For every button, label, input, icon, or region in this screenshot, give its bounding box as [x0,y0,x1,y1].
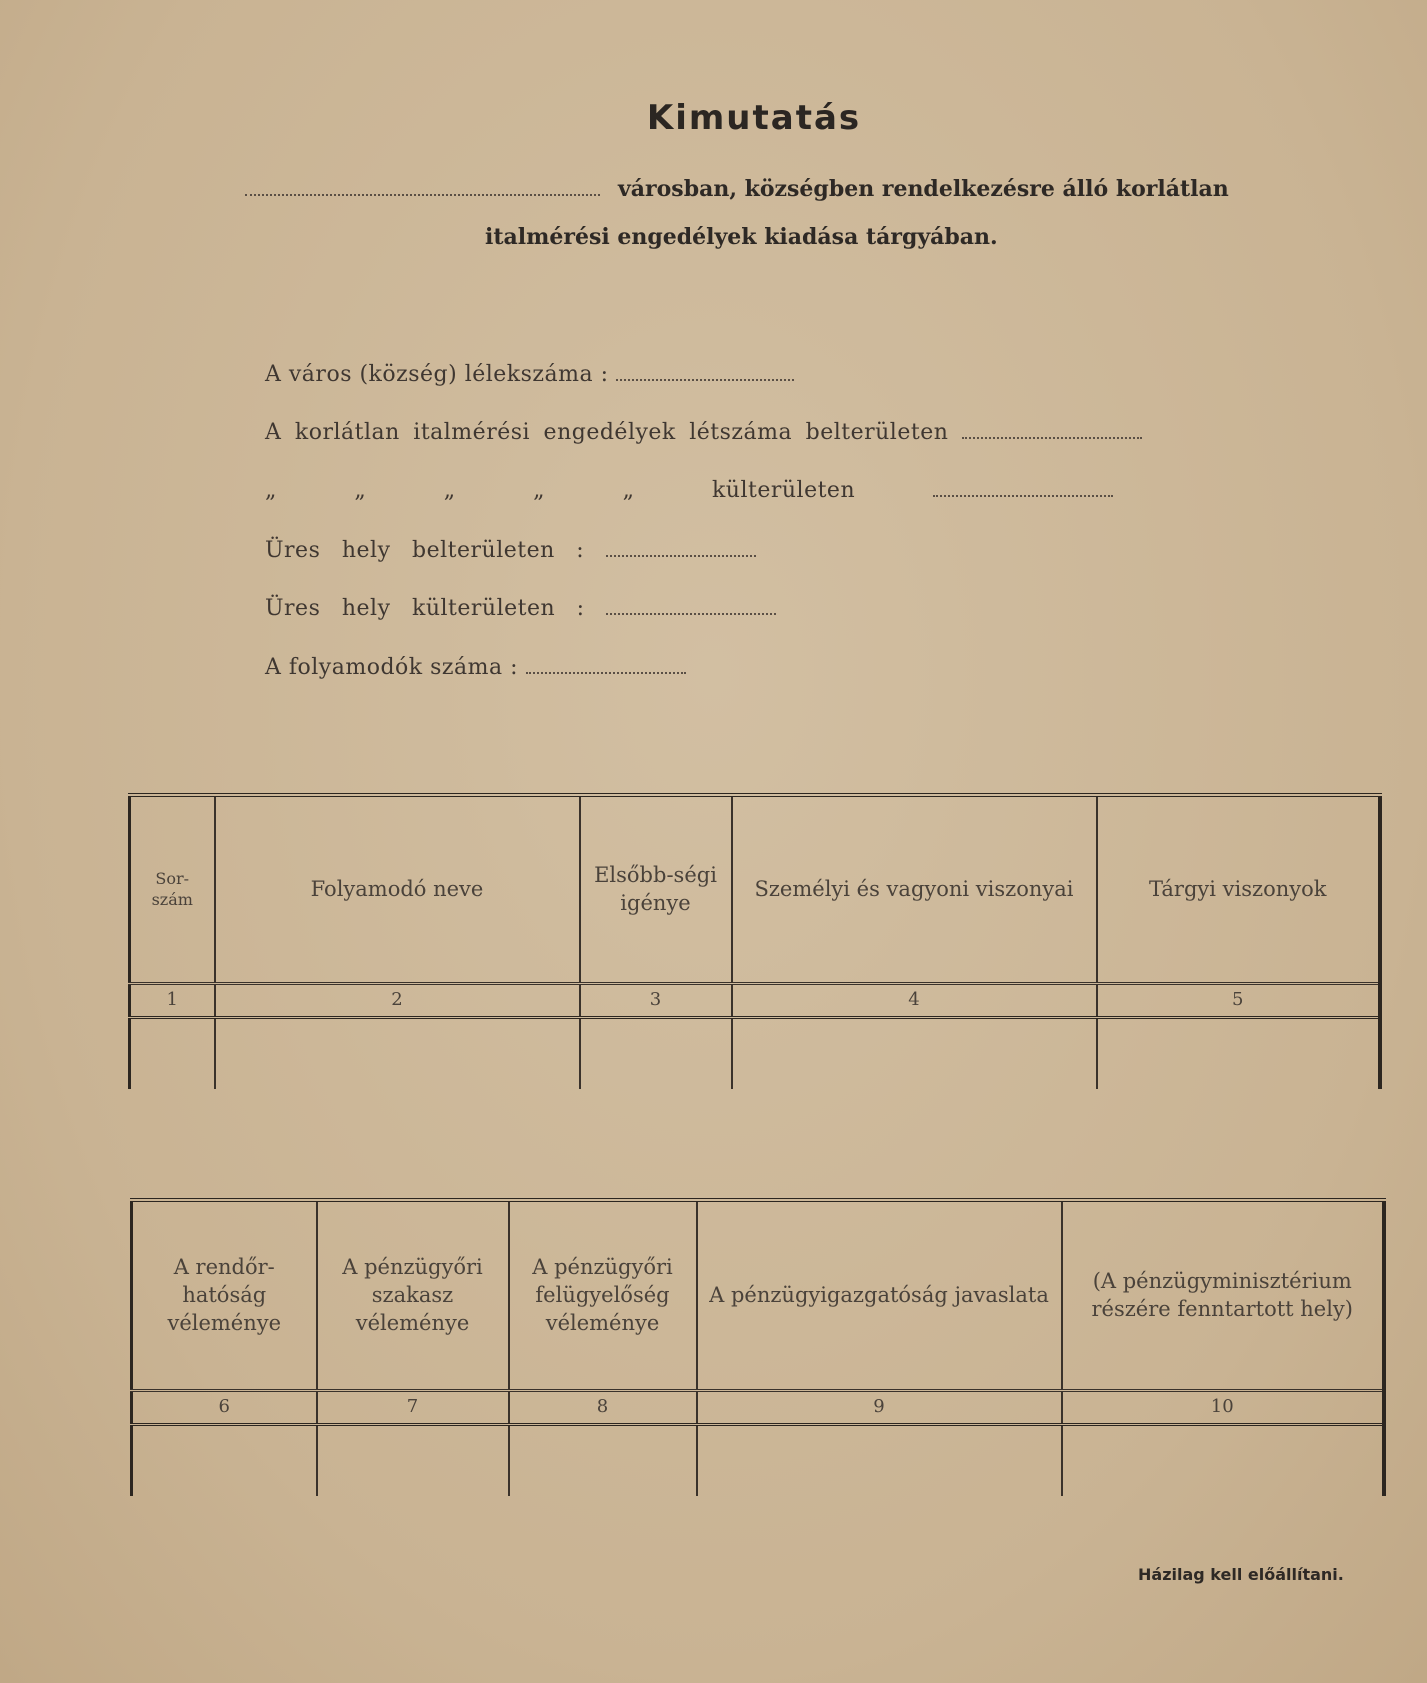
header-applicant-name: Folyamodó neve [215,795,580,983]
field-label: A folyamodók száma : [265,655,518,680]
field-label: „ „ „ „ „ külterületen [265,478,856,503]
blank-city-name[interactable] [245,178,600,196]
field-population [265,362,794,387]
table-row [132,1424,1385,1496]
header-finance-guard-section: A pénzügyőri szakasz véleménye [317,1200,509,1390]
column-number: 2 [215,983,580,1017]
table-cell[interactable] [1097,1017,1381,1089]
table-row [130,1017,1381,1089]
subtitle-line-1 [245,176,1229,202]
header-police-opinion: A rendőr-hatóság véleménye [132,1200,317,1390]
subtitle-line-2: italmérési engedélyek kiadása tárgyában. [485,224,998,250]
column-number: 9 [697,1390,1062,1424]
table-cell[interactable] [697,1424,1062,1496]
field-label: Üres hely belterületen : [265,538,585,563]
header-material: Tárgyi viszonyok [1097,795,1381,983]
field-licenses-inner [265,420,1142,445]
opinions-table [130,1198,1386,1496]
column-number: 7 [317,1390,509,1424]
blank-empty-inner[interactable] [606,539,756,557]
field-licenses-outer [265,478,1113,503]
footer-note: Házilag kell előállítani. [1138,1565,1344,1584]
header-serial: Sor-szám [130,795,215,983]
table-cell[interactable] [580,1017,732,1089]
field-label: Üres hely külterületen : [265,596,585,621]
field-label: A város (község) lélekszáma : [265,362,609,387]
table-header-row [130,795,1381,983]
column-number: 6 [132,1390,317,1424]
header-finance-guard-inspectorate: A pénzügyőri felügyelőség véleménye [509,1200,697,1390]
header-personal-financial: Személyi és vagyoni viszonyai [732,795,1097,983]
table-cell[interactable] [509,1424,697,1496]
blank-licenses-outer[interactable] [933,479,1113,497]
table-cell[interactable] [1062,1424,1385,1496]
table-number-row [132,1390,1385,1424]
table-cell[interactable] [317,1424,509,1496]
column-number: 1 [130,983,215,1017]
blank-empty-outer[interactable] [606,597,776,615]
field-label: A korlátlan italmérési engedélyek létszáma belterületen [265,420,949,445]
table-cell[interactable] [732,1017,1097,1089]
column-number: 4 [732,983,1097,1017]
table-cell[interactable] [130,1017,215,1089]
header-ministry-reserved: (A pénzügyminisztérium részére fenntartott hely) [1062,1200,1385,1390]
header-priority: Elsőbb-ségi igénye [580,795,732,983]
blank-population[interactable] [616,363,794,381]
table-header-row [132,1200,1385,1390]
table-cell[interactable] [132,1424,317,1496]
table-cell[interactable] [215,1017,580,1089]
table-number-row [130,983,1381,1017]
column-number: 8 [509,1390,697,1424]
field-applicants [265,655,686,680]
column-number: 10 [1062,1390,1385,1424]
applicants-table [128,793,1382,1089]
field-empty-inner [265,538,756,563]
column-number: 5 [1097,983,1381,1017]
field-empty-outer [265,596,776,621]
blank-licenses-inner[interactable] [962,421,1142,439]
blank-applicants[interactable] [526,656,686,674]
column-number: 3 [580,983,732,1017]
document-title: Kimutatás [646,98,862,138]
subtitle-text-1: városban, községben rendelkezésre álló korlátlan [618,176,1229,202]
header-finance-directorate: A pénzügyigazgatóság javaslata [697,1200,1062,1390]
